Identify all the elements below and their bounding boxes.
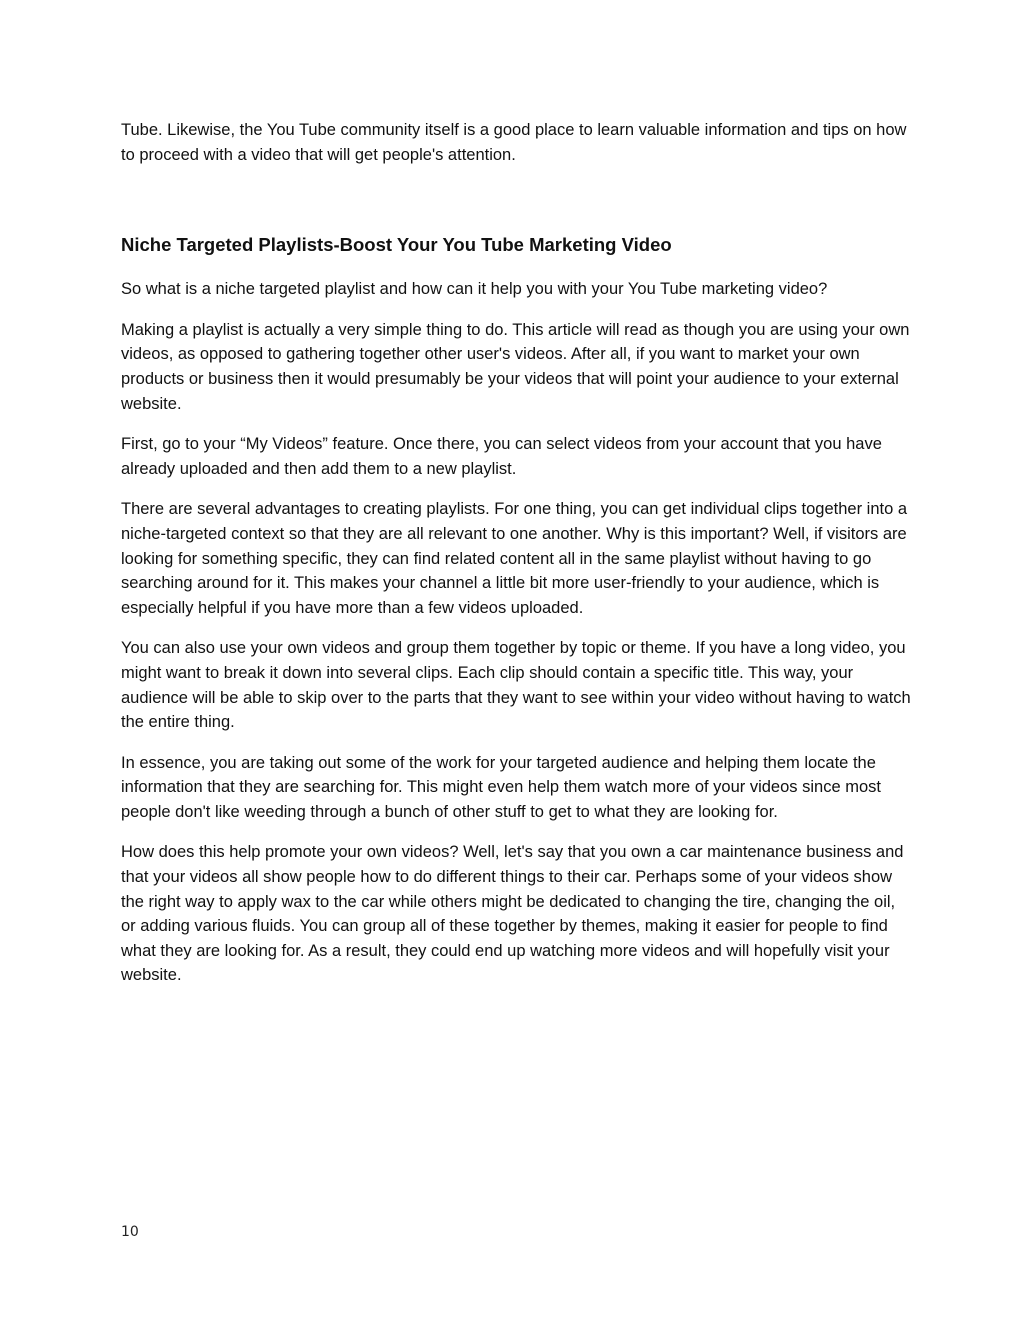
body-paragraph-4: There are several advantages to creating playlists. For one thing, you can get individual clips together into a niche-targeted context so that they are all relevant to one another. Why is this important? Well, if visitors are looking for something specific, they can find related content all in the same playlist without having to go searching around for it. This makes your channel a little bit more user-friendly to your audience, which is especially helpful if you have more than a few videos uploaded. (121, 500, 908, 617)
body-paragraph-1: So what is a niche targeted playlist and how can it help you with your You Tube marketing video? (121, 280, 828, 299)
intro-paragraph: Tube. Likewise, the You Tube community itself is a good place to learn valuable information and tips on how to proceed with a video that will get people's attention. (121, 121, 907, 164)
page-number: 10 (121, 1224, 139, 1240)
page-content (121, 118, 911, 1004)
body-paragraph-7: How does this help promote your own videos? Well, let's say that you own a car maintenance business and that your videos all show people how to do different things to their car. Perhaps some of your videos show the right way to apply wax to the car while others might be dedicated to changing the tire, changing the oil, or adding various fluids. You can group all of these together by themes, making it easier for people to find what they are looking for. As a result, they could end up watching more videos and will hopefully visit your website. (121, 843, 904, 985)
section-heading: Niche Targeted Playlists-Boost Your You Tube Marketing Video (121, 234, 672, 256)
body-paragraph-2: Making a playlist is actually a very simple thing to do. This article will read as though you are using your own videos, as opposed to gathering together other user's videos. After all, if you want to market your own products or business then it would presumably be your videos that will point your audience to your external website. (121, 320, 910, 413)
body-paragraph-6: In essence, you are taking out some of the work for your targeted audience and helping them locate the information that they are searching for. This might even help them watch more of your videos since most people don't like weeding through a bunch of other stuff to get to what they are looking for. (121, 753, 881, 821)
body-paragraph-3: First, go to your “My Videos” feature. Once there, you can select videos from your account that you have already uploaded and then add them to a new playlist. (121, 435, 882, 478)
body-paragraph-5: You can also use your own videos and group them together by topic or theme. If you have a long video, you might want to break it down into several clips. Each clip should contain a specific title. This way, your audience will be able to skip over to the parts that they want to see within your video without having to watch the entire thing. (121, 639, 911, 732)
